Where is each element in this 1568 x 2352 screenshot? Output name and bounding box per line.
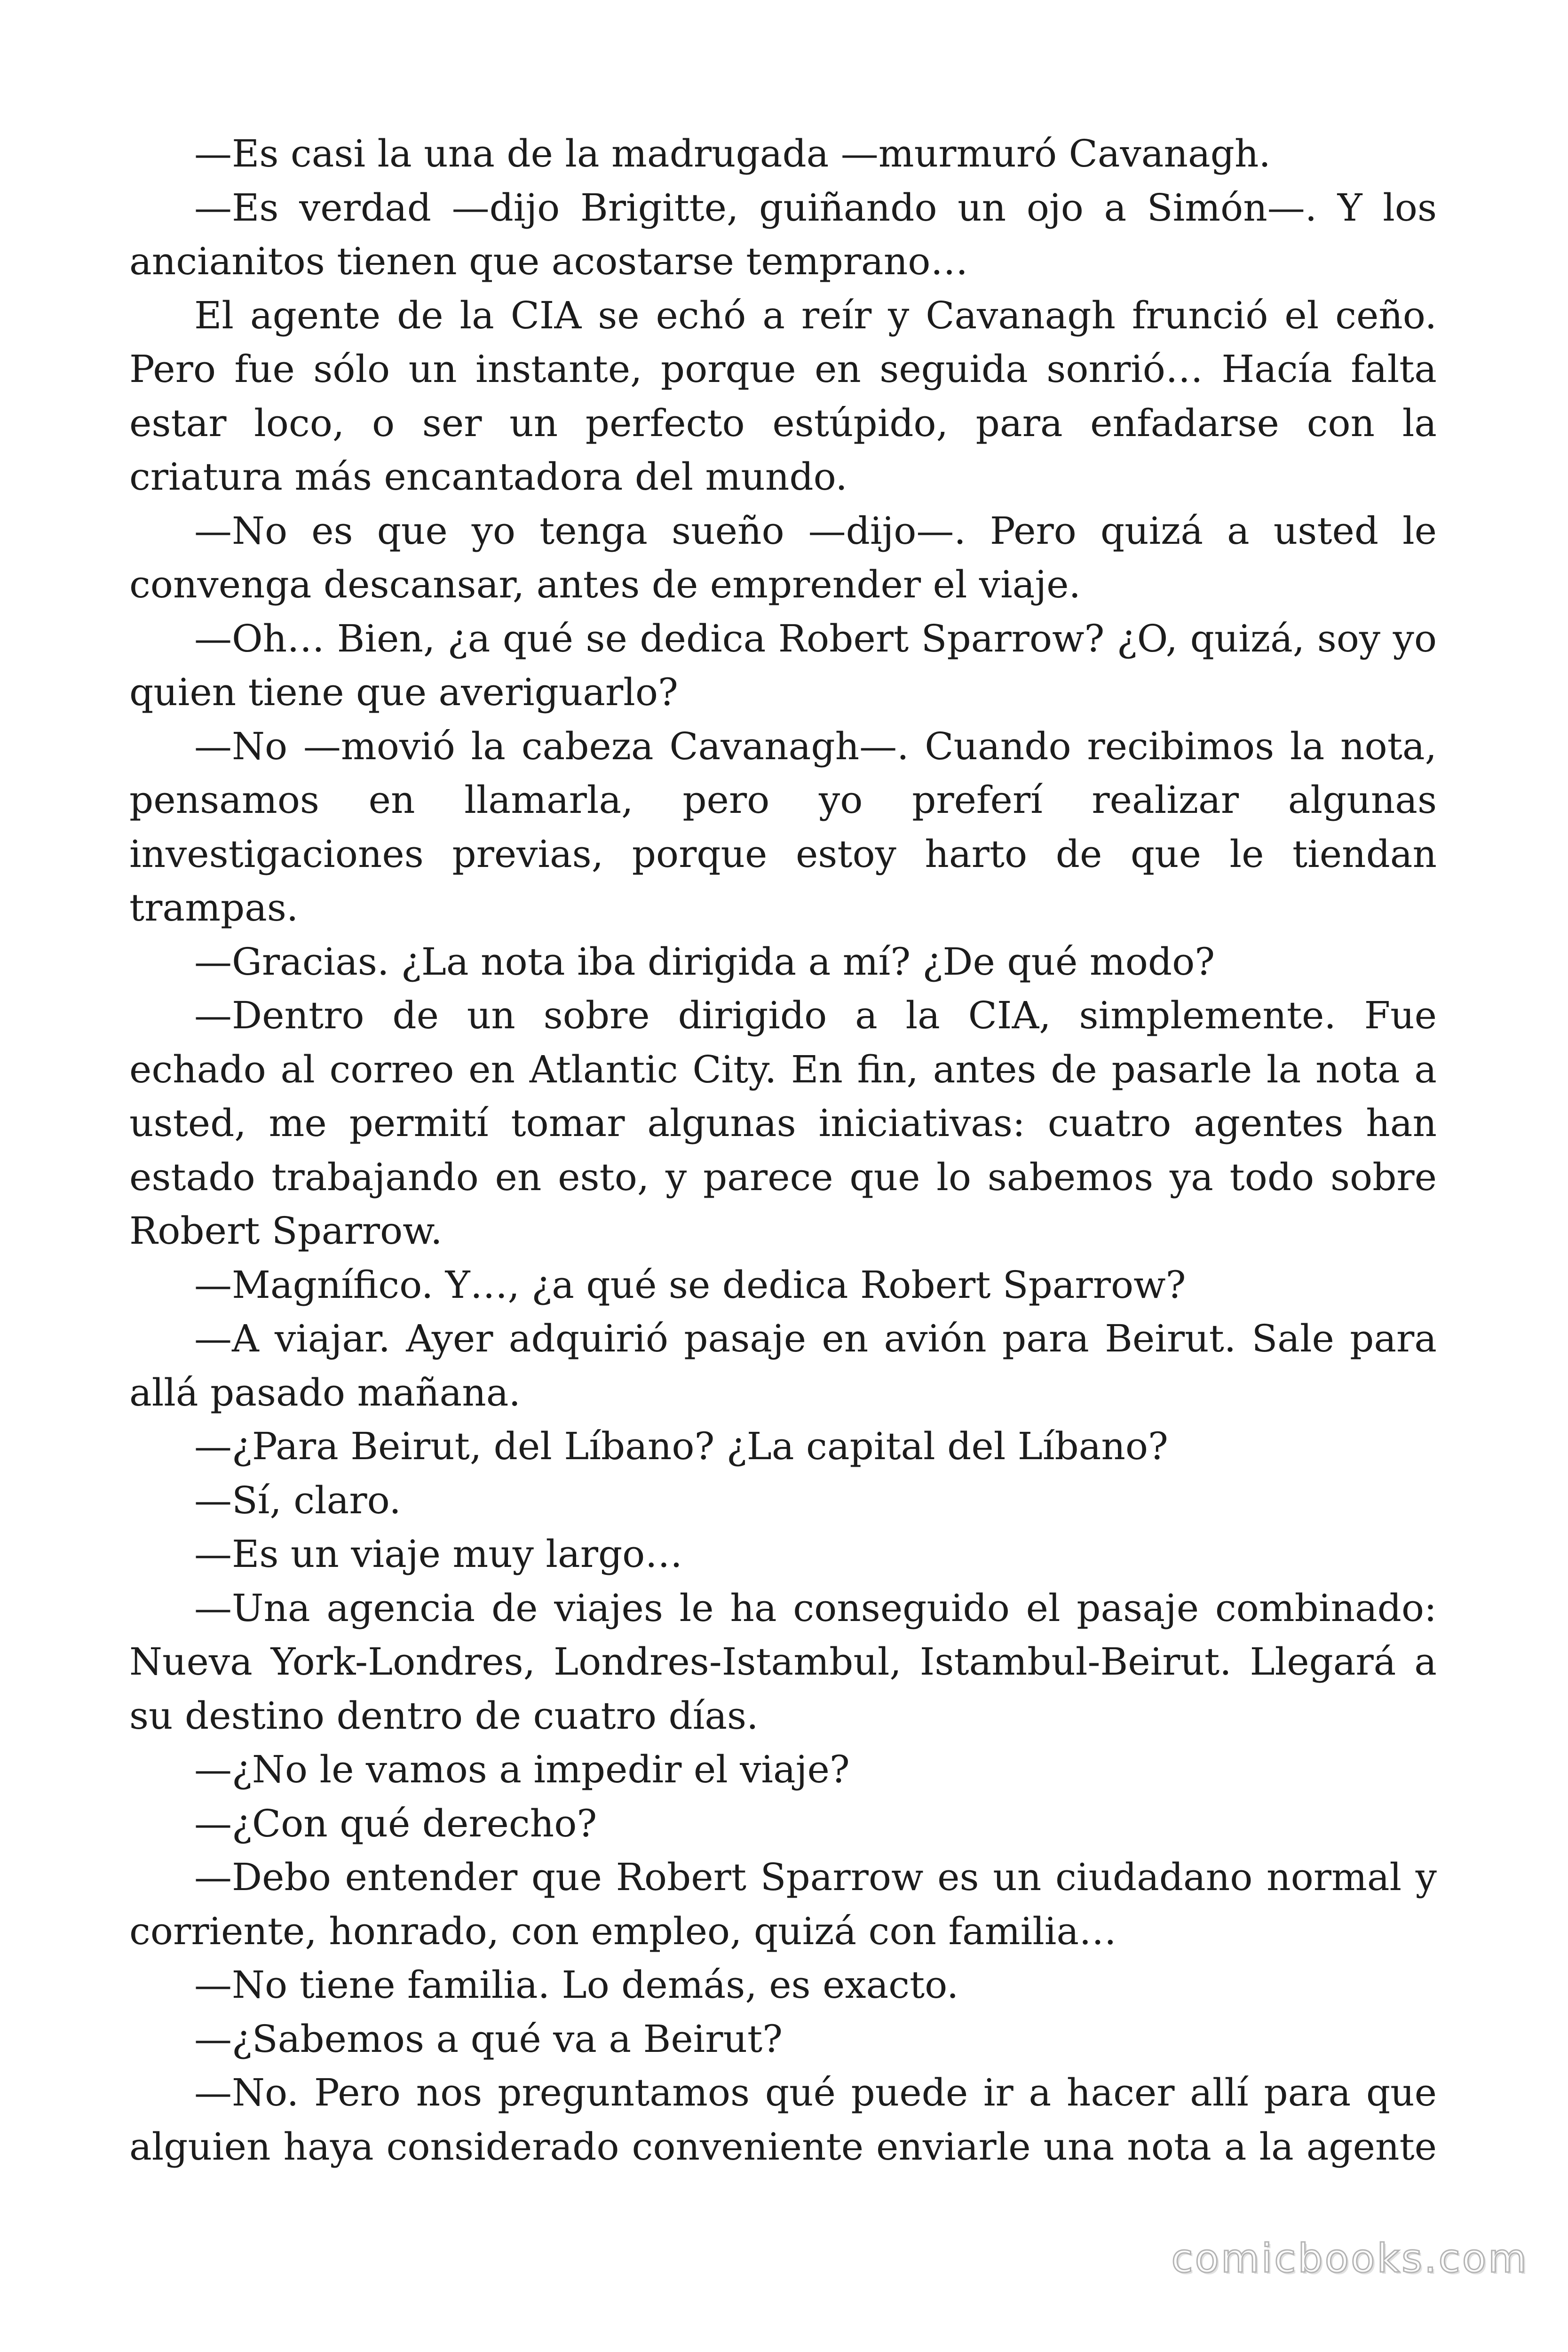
paragraph: —Es casi la una de la madrugada —murmuró Cavanagh. [194,132,1271,175]
paragraph: —Dentro de un sobre dirigido a la CIA, simplemente. Fue echado al correo en Atlantic City. En fin, antes de pasarle la nota a usted, me permití tomar algunas iniciativas: cuatro agentes han estado trabajando en esto, y parece que lo sabemos ya todo sobre Robert Sparrow. [129,993,1437,1253]
book-page-text [129,127,1437,2174]
paragraph: —¿Para Beirut, del Líbano? ¿La capital del Líbano? [194,1424,1168,1468]
paragraph-continued: —No. Pero nos preguntamos qué puede ir a hacer allí para que alguien haya considerado conveniente enviarle una nota a la agente [129,2071,1437,2169]
paragraph: —No es que yo tenga sueño —dijo—. Pero quizá a usted le convenga descansar, antes de emprender el viaje. [129,509,1437,606]
paragraph: —Es un viaje muy largo… [194,1532,683,1576]
paragraph: —¿No le vamos a impedir el viaje? [194,1748,850,1791]
paragraph: —Gracias. ¿La nota iba dirigida a mí? ¿De qué modo? [194,939,1215,984]
paragraph: —¿Con qué derecho? [194,1801,597,1845]
paragraph: —No tiene familia. Lo demás, es exacto. [194,1963,959,2007]
watermark: comicbooks.com [1171,2235,1528,2281]
paragraph: —Es verdad —dijo Brigitte, guiñando un ojo a Simón—. Y los ancianitos tienen que acostarse temprano… [129,185,1437,283]
paragraph: —Una agencia de viajes le ha conseguido el pasaje combinado: Nueva York-Londres, Londres-Istambul, Istambul-Beirut. Llegará a su destino dentro de cuatro días. [129,1586,1437,1738]
paragraph: —¿Sabemos a qué va a Beirut? [194,2017,783,2061]
paragraph: —Debo entender que Robert Sparrow es un ciudadano normal y corriente, honrado, con empleo, quizá con familia… [129,1855,1437,1953]
paragraph: —No —movió la cabeza Cavanagh—. Cuando recibimos la nota, pensamos en llamarla, pero yo preferí realizar algunas investigaciones previas, porque estoy harto de que le tiendan trampas. [129,724,1437,930]
paragraph: —A viajar. Ayer adquirió pasaje en avión para Beirut. Sale para allá pasado mañana. [129,1317,1437,1414]
paragraph: —Sí, claro. [194,1478,401,1522]
paragraph: —Magnífico. Y…, ¿a qué se dedica Robert Sparrow? [194,1263,1186,1307]
paragraph: —Oh… Bien, ¿a qué se dedica Robert Sparrow? ¿O, quizá, soy yo quien tiene que averiguarlo? [129,616,1437,714]
paragraph: El agente de la CIA se echó a reír y Cavanagh frunció el ceño. Pero fue sólo un instante, porque en seguida sonrió… Hacía falta estar loco, o ser un perfecto estúpido, para enfadarse con la criatura más encantadora del mundo. [129,293,1437,499]
